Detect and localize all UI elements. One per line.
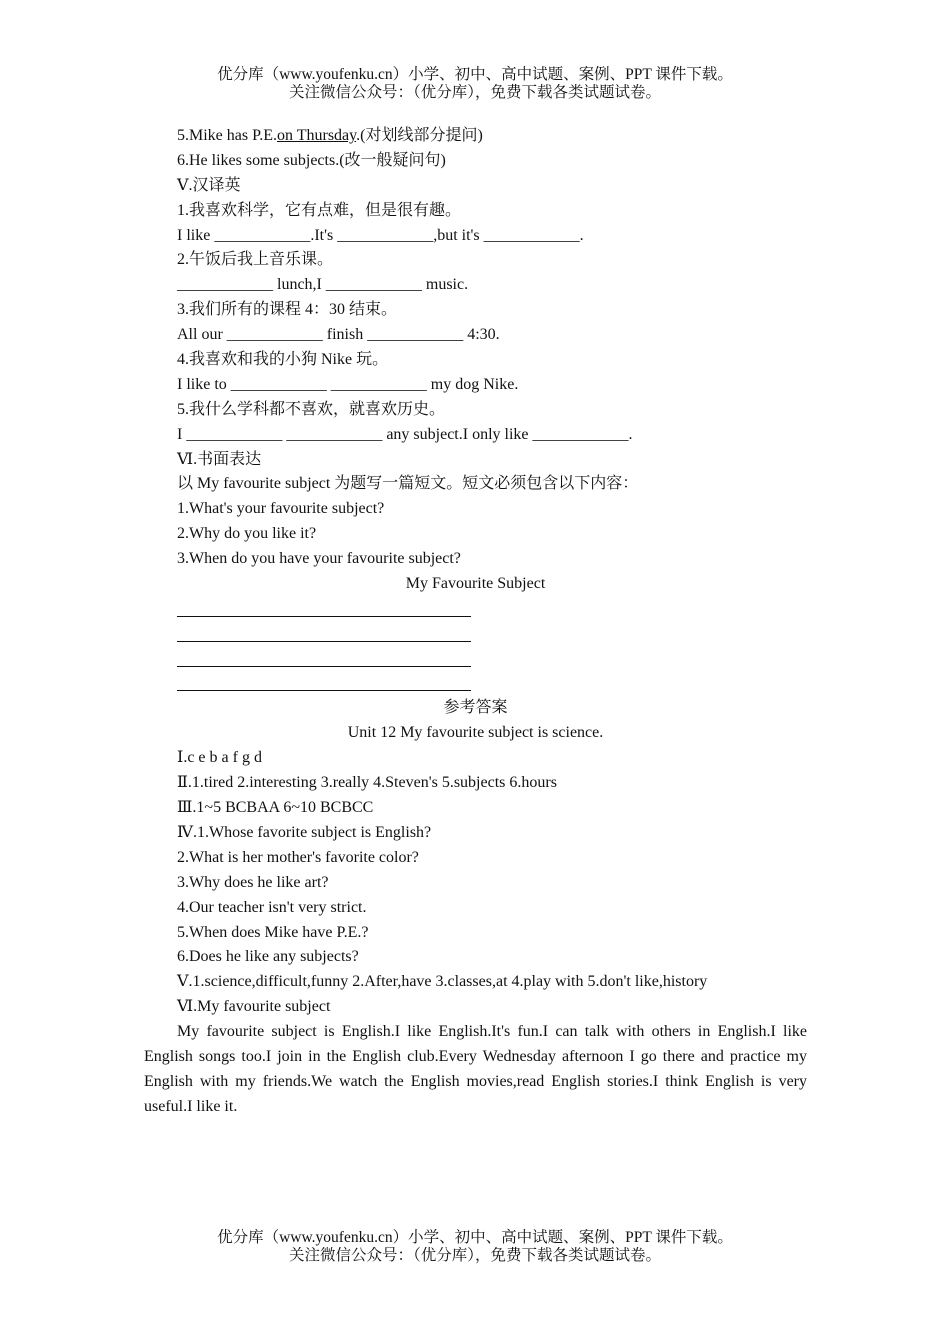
answer-4-6: 6.Does he like any subjects?: [177, 948, 359, 966]
q5-text-a: 5.Mike has P.E.: [177, 127, 277, 144]
question-4-5: [177, 124, 807, 149]
q5-text-b: .(对划线部分提问): [356, 127, 483, 144]
answer-5: Ⅴ.1.science,difficult,funny 2.After,have 3.classes,at 4.play with 5.don't like,history: [177, 973, 708, 991]
q5-2-chinese: 2.午饭后我上音乐课。: [177, 251, 334, 269]
q5-2-english: ____________ lunch,I ____________ music.: [177, 276, 469, 294]
section-6-title: Ⅵ.书面表达: [177, 450, 262, 468]
answer-6-essay: My favourite subject is English.I like English.It's fun.I can talk with others in English.I like English songs too.I join in the English club.Every Wednesday afternoon I go there and practice my English with my friends.We watch the English movies,read English stories.I think English is very useful.I like it.: [144, 1023, 807, 1115]
answer-6-title: Ⅵ.My favourite subject: [177, 998, 331, 1016]
question-4-6: 6.He likes some subjects.(改一般疑问句): [177, 151, 446, 169]
answer-4-1: Ⅳ.1.Whose favorite subject is English?: [177, 823, 432, 841]
q5-5-english: I ____________ ____________ any subject.I only like ____________.: [177, 425, 633, 443]
q5-4-chinese: 4.我喜欢和我的小狗 Nike 玩。: [177, 351, 389, 369]
writing-prompt: 以 My favourite subject 为题写一篇短文。短文必须包含以下内容：: [177, 475, 639, 493]
answer-2: Ⅱ.1.tired 2.interesting 3.really 4.Steven's 5.subjects 6.hours: [177, 774, 557, 792]
header-line-1: 优分库（www.youfenku.cn）小学、初中、高中试题、案例、PPT 课件下载。: [217, 66, 733, 83]
answer-4-5: 5.When does Mike have P.E.?: [177, 923, 369, 941]
writing-line: [177, 672, 807, 697]
writing-line: [177, 597, 807, 622]
writing-line: [177, 622, 807, 647]
prompt-point-1: 1.What's your favourite subject?: [177, 500, 385, 518]
header-line-2: 关注微信公众号：（优分库），免费下载各类试题试卷。: [288, 84, 661, 101]
footer-line-2: 关注微信公众号：（优分库），免费下载各类试题试卷。: [288, 1247, 661, 1264]
answer-4-2: 2.What is her mother's favorite color?: [177, 848, 419, 866]
answers-heading: 参考答案: [443, 699, 508, 717]
answer-1: Ⅰ.c e b a f g d: [177, 749, 262, 767]
page-footer: [0, 1229, 950, 1265]
prompt-point-2: 2.Why do you like it?: [177, 525, 317, 543]
answer-3: Ⅲ.1~5 BCBAA 6~10 BCBCC: [177, 799, 374, 817]
q5-3-english: All our ____________ finish ____________ 4:30.: [177, 326, 500, 344]
writing-line: [177, 647, 807, 672]
prompt-point-3: 3.When do you have your favourite subject?: [177, 550, 461, 568]
section-5-title: Ⅴ.汉译英: [177, 176, 241, 194]
page-header: [0, 66, 950, 102]
q5-1-english: I like ____________.It's ____________,but it's ____________.: [177, 226, 584, 244]
answer-4-4: 4.Our teacher isn't very strict.: [177, 898, 367, 916]
footer-line-1: 优分库（www.youfenku.cn）小学、初中、高中试题、案例、PPT 课件下载。: [217, 1229, 733, 1246]
answers-unit-title: Unit 12 My favourite subject is science.: [347, 724, 604, 742]
answer-4-3: 3.Why does he like art?: [177, 873, 329, 891]
q5-1-chinese: 1.我喜欢科学，它有点难，但是很有趣。: [177, 201, 462, 219]
q5-5-chinese: 5.我什么学科都不喜欢，就喜欢历史。: [177, 400, 446, 418]
essay-title: My Favourite Subject: [405, 575, 546, 593]
q5-4-english: I like to ____________ ____________ my dog Nike.: [177, 375, 519, 393]
q5-3-chinese: 3.我们所有的课程 4：30 结束。: [177, 301, 398, 319]
q5-underlined: on Thursday: [277, 127, 357, 144]
document-body: [144, 124, 807, 1120]
